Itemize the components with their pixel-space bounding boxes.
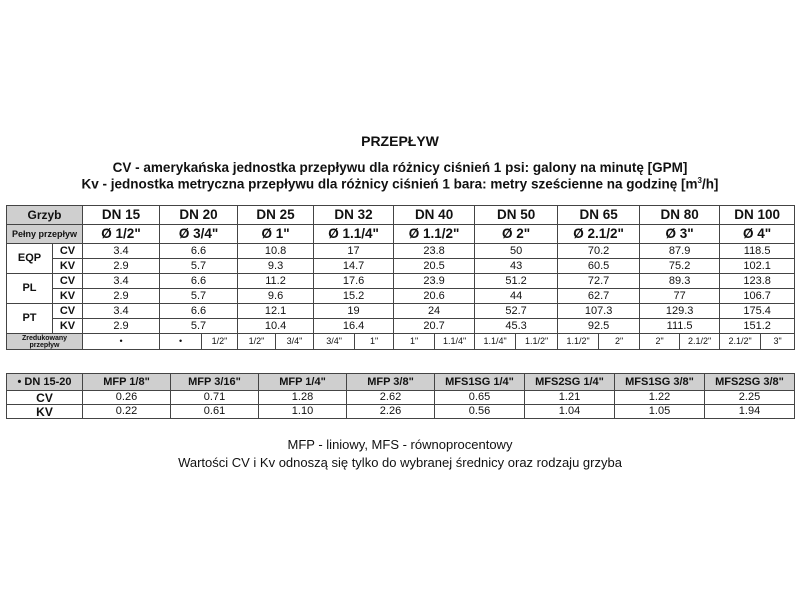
cell: 70.2 (558, 244, 640, 259)
kv-label: KV (53, 259, 83, 274)
cell: 52.7 (475, 304, 558, 319)
cv-label: CV (7, 391, 83, 405)
column-header: MFP 3/16" (171, 374, 259, 391)
cell: 9.3 (238, 259, 314, 274)
size-header: Ø 3" (640, 225, 720, 244)
size-header: Ø 1.1/2" (394, 225, 475, 244)
cell: 1.1/2" (558, 334, 599, 350)
cell: 3.4 (83, 244, 160, 259)
group-label: EQP (7, 244, 53, 274)
cell: 92.5 (558, 319, 640, 334)
kv-definition-superscript: 3 (697, 176, 702, 185)
cell: 2.25 (705, 391, 795, 405)
table-row (7, 405, 795, 419)
cell: 51.2 (475, 274, 558, 289)
cell: 20.6 (394, 289, 475, 304)
cell: 45.3 (475, 319, 558, 334)
group-label: PT (7, 304, 53, 334)
cell: 19 (314, 304, 394, 319)
table-row (7, 304, 795, 319)
cell: 106.7 (720, 289, 795, 304)
cell: 1.22 (615, 391, 705, 405)
dn-header: DN 100 (720, 206, 795, 225)
cell: 1.10 (259, 405, 347, 419)
dn-header: DN 25 (238, 206, 314, 225)
cell: 2.9 (83, 319, 160, 334)
cell: 6.6 (160, 244, 238, 259)
cell: 20.5 (394, 259, 475, 274)
size-header: Ø 1" (238, 225, 314, 244)
cv-label: CV (53, 274, 83, 289)
page-title: PRZEPŁYW (361, 133, 439, 149)
cell: 23.9 (394, 274, 475, 289)
cell: 9.6 (238, 289, 314, 304)
kv-label: KV (53, 289, 83, 304)
reduced-flow-label: Zredukowany przepływ (7, 334, 83, 350)
kv-definition (0, 176, 800, 192)
cell: 5.7 (160, 259, 238, 274)
column-header: MFS2SG 3/8" (705, 374, 795, 391)
cell: 72.7 (558, 274, 640, 289)
cell: 20.7 (394, 319, 475, 334)
cell: 0.71 (171, 391, 259, 405)
cell: 1.1/4" (435, 334, 475, 350)
cell: 6.6 (160, 274, 238, 289)
size-header: Ø 2" (475, 225, 558, 244)
cell: 10.8 (238, 244, 314, 259)
cell: 1" (394, 334, 435, 350)
cell: 12.1 (238, 304, 314, 319)
table-row (7, 274, 795, 289)
kv-definition-text: Kv - jednostka metryczna przepływu dla różnicy ciśnień 1 bara: metry sześcienne na godzinę [m (81, 176, 698, 192)
cell: 0.56 (435, 405, 525, 419)
cell: 15.2 (314, 289, 394, 304)
table-row (7, 244, 795, 259)
cell: 3" (761, 334, 795, 350)
cell: 1.1/2" (516, 334, 558, 350)
cell: 75.2 (640, 259, 720, 274)
table-row (7, 319, 795, 334)
cell: 77 (640, 289, 720, 304)
cell: 1.04 (525, 405, 615, 419)
cell: 2.9 (83, 289, 160, 304)
cell: 3.4 (83, 304, 160, 319)
dn-header: DN 32 (314, 206, 394, 225)
kv-definition-unit: /h] (701, 176, 719, 192)
header-grzyb: Grzyb (7, 206, 83, 225)
cell: 5.7 (160, 319, 238, 334)
cell: 1.94 (705, 405, 795, 419)
cv-definition: CV - amerykańska jednostka przepływu dla różnicy ciśnień 1 psi: galony na minutę [GPM] (112, 160, 688, 175)
cell: 3/4" (276, 334, 314, 350)
cell: 0.61 (171, 405, 259, 419)
cell: 0.22 (83, 405, 171, 419)
cell: 23.8 (394, 244, 475, 259)
cell: 5.7 (160, 289, 238, 304)
cell: 151.2 (720, 319, 795, 334)
size-header: Ø 1/2" (83, 225, 160, 244)
cell: 2.62 (347, 391, 435, 405)
cv-label: CV (53, 244, 83, 259)
cell: 1.05 (615, 405, 705, 419)
cell: 2" (599, 334, 640, 350)
cell: 3.4 (83, 274, 160, 289)
cell: 1.28 (259, 391, 347, 405)
size-header: Ø 1.1/4" (314, 225, 394, 244)
cell: 2" (640, 334, 680, 350)
cell: • (83, 334, 160, 350)
dn-header: DN 50 (475, 206, 558, 225)
size-header: Ø 3/4" (160, 225, 238, 244)
dn-header: DN 20 (160, 206, 238, 225)
cell: 1/2" (202, 334, 238, 350)
cv-label: CV (53, 304, 83, 319)
column-header: MFS1SG 3/8" (615, 374, 705, 391)
cell: 118.5 (720, 244, 795, 259)
column-header: MFS2SG 1/4" (525, 374, 615, 391)
dn-header: DN 80 (640, 206, 720, 225)
column-header: MFP 1/8" (83, 374, 171, 391)
table-row (7, 391, 795, 405)
column-header: MFP 3/8" (347, 374, 435, 391)
cell: 2.9 (83, 259, 160, 274)
note-disclaimer: Wartości CV i Kv odnoszą się tylko do wybranej średnicy oraz rodzaju grzyba (178, 455, 622, 470)
cell: • (160, 334, 202, 350)
cell: 1.1/4" (475, 334, 516, 350)
kv-label: KV (53, 319, 83, 334)
cell: 17.6 (314, 274, 394, 289)
cell: 129.3 (640, 304, 720, 319)
size-header: Ø 4" (720, 225, 795, 244)
cell: 2.26 (347, 405, 435, 419)
small-valves-table (6, 373, 795, 419)
group-label: PL (7, 274, 53, 304)
column-header: MFP 1/4" (259, 374, 347, 391)
table-row (7, 259, 795, 274)
reduced-flow-row (7, 334, 795, 350)
cell: 2.1/2" (720, 334, 761, 350)
cell: 1" (355, 334, 394, 350)
cell: 175.4 (720, 304, 795, 319)
header-full-flow: Pełny przepływ (7, 225, 83, 244)
cell: 1.21 (525, 391, 615, 405)
cell: 43 (475, 259, 558, 274)
cell: 102.1 (720, 259, 795, 274)
cell: 16.4 (314, 319, 394, 334)
cell: 0.26 (83, 391, 171, 405)
cell: 107.3 (558, 304, 640, 319)
cell: 89.3 (640, 274, 720, 289)
cell: 24 (394, 304, 475, 319)
cell: 62.7 (558, 289, 640, 304)
cell: 11.2 (238, 274, 314, 289)
header-dn-15-20: • DN 15-20 (7, 374, 83, 391)
flow-table (6, 205, 795, 350)
dn-header: DN 40 (394, 206, 475, 225)
dn-header: DN 15 (83, 206, 160, 225)
cell: 2.1/2" (680, 334, 720, 350)
cell: 10.4 (238, 319, 314, 334)
cell: 123.8 (720, 274, 795, 289)
cell: 50 (475, 244, 558, 259)
size-header: Ø 2.1/2" (558, 225, 640, 244)
column-header: MFS1SG 1/4" (435, 374, 525, 391)
note-legend: MFP - liniowy, MFS - równoprocentowy (287, 437, 513, 452)
cell: 60.5 (558, 259, 640, 274)
cell: 3/4" (314, 334, 355, 350)
cell: 1/2" (238, 334, 276, 350)
cell: 6.6 (160, 304, 238, 319)
cell: 87.9 (640, 244, 720, 259)
cell: 14.7 (314, 259, 394, 274)
cell: 0.65 (435, 391, 525, 405)
cell: 111.5 (640, 319, 720, 334)
table-row (7, 289, 795, 304)
cell: 44 (475, 289, 558, 304)
dn-header: DN 65 (558, 206, 640, 225)
cell: 17 (314, 244, 394, 259)
kv-label: KV (7, 405, 83, 419)
